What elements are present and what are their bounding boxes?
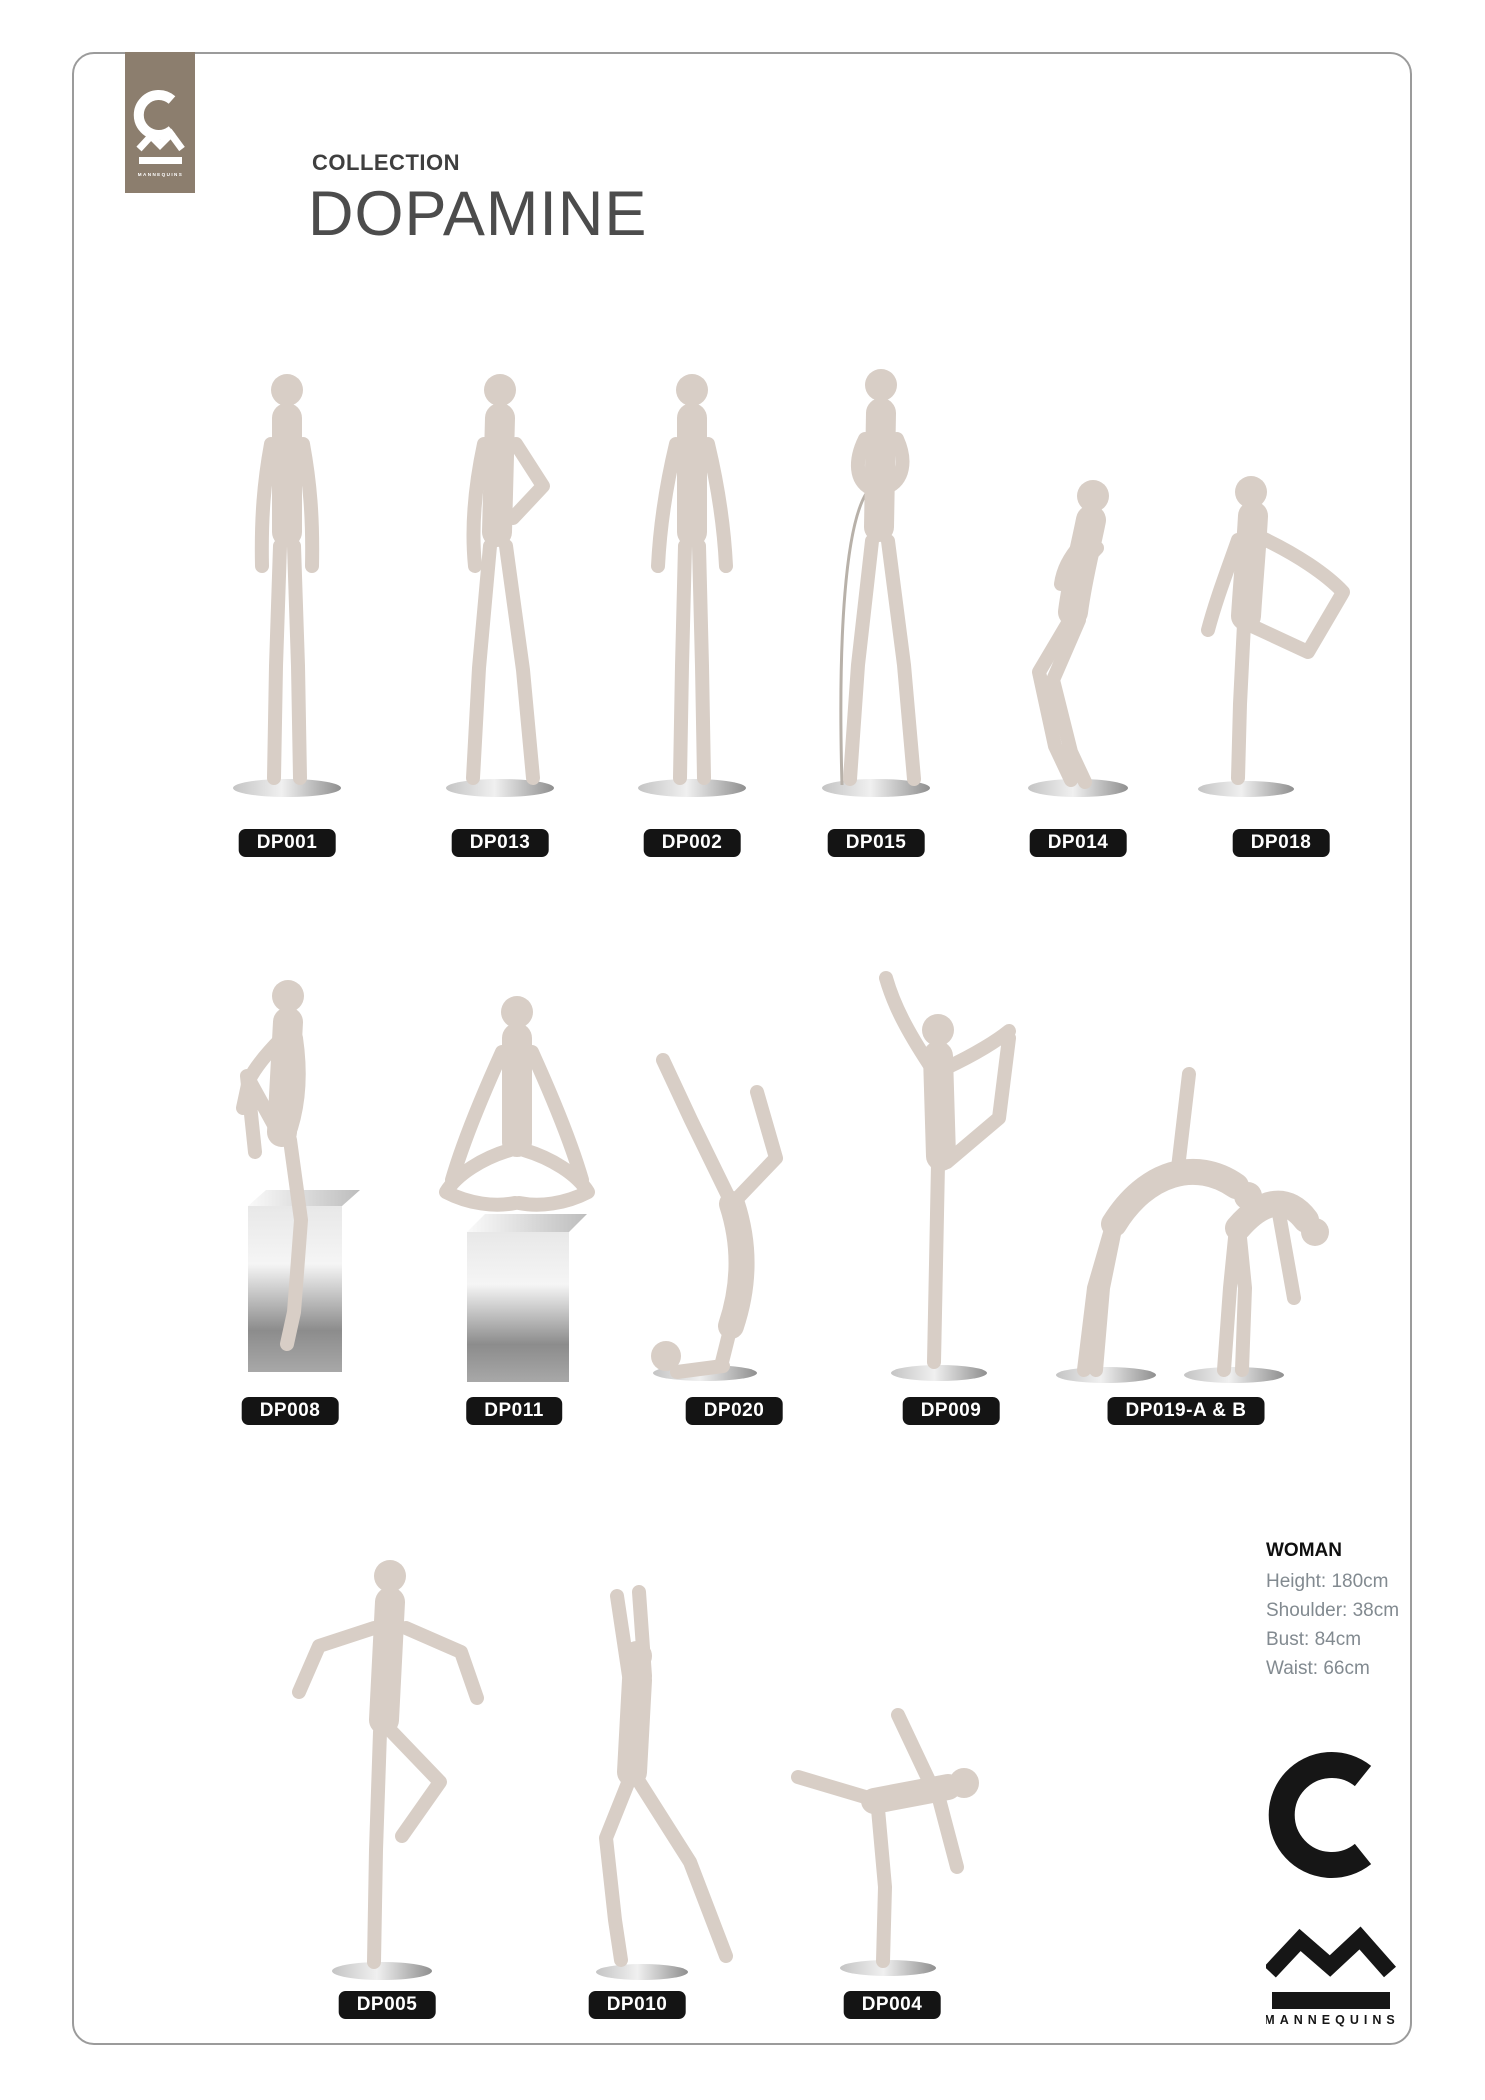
mannequin-figure-dp008-seated-on-cube (190, 920, 390, 1385)
mirror-cube-top (467, 1214, 587, 1232)
product-code-dp020: DP020 (686, 1397, 783, 1425)
mannequin-figure-dp014-squat (983, 446, 1173, 801)
logo-wordmark: MANNEQUINS (1266, 2013, 1398, 2027)
brand-banner (125, 52, 195, 193)
logo-bar (139, 157, 182, 164)
logo-c-glyph (139, 95, 172, 135)
cm-logo-large (1266, 1740, 1398, 2035)
round-mirror-base (1056, 1367, 1156, 1383)
product-code-dp009: DP009 (903, 1397, 1000, 1425)
product-code-dp004: DP004 (844, 1991, 941, 2019)
product-code-dp002: DP002 (644, 829, 741, 857)
mannequin-figure-dp001-standing (202, 350, 372, 800)
spec-height: Height: 180cm (1266, 1571, 1389, 1592)
product-code-dp019-a-b: DP019-A & B (1108, 1397, 1265, 1425)
page-title: DOPAMINE (308, 179, 648, 249)
round-mirror-base (1184, 1367, 1284, 1383)
mannequin-figure-dp018-leg-stretch (1156, 442, 1406, 802)
round-mirror-base (638, 779, 746, 797)
product-code-dp010: DP010 (589, 1991, 686, 2019)
product-code-dp014: DP014 (1030, 829, 1127, 857)
mannequin-figure-dp019-pair-bending (1026, 1036, 1346, 1386)
spec-bust: Bust: 84cm (1266, 1629, 1362, 1650)
mannequin-figure-dp010-lunge-arms-up (522, 1564, 752, 1984)
round-mirror-base (891, 1365, 987, 1381)
logo-wordmark: MANNEQUINS (137, 172, 184, 177)
round-mirror-base (233, 779, 341, 797)
product-code-dp001: DP001 (239, 829, 336, 857)
collection-label: COLLECTION (312, 150, 460, 175)
round-mirror-base (596, 1964, 688, 1980)
logo-m-zigzag (1270, 1938, 1390, 1972)
cm-logo-small (125, 52, 195, 193)
spec-waist: Waist: 66cm (1266, 1658, 1370, 1679)
product-code-dp011: DP011 (466, 1397, 562, 1425)
mirror-cube (467, 1232, 569, 1382)
product-code-dp013: DP013 (452, 829, 549, 857)
specs-block (1266, 1540, 1399, 1687)
mannequin-figure-dp005-standing-knee-raised (262, 1534, 512, 1984)
mannequin-figure-dp002-standing (602, 350, 782, 800)
logo-c-glyph (1282, 1765, 1363, 1865)
mannequin-figure-dp020-handstand (619, 996, 849, 1386)
logo-bar (1272, 1992, 1390, 2009)
round-mirror-base (332, 1962, 432, 1980)
mannequin-figure-dp015-jump-rope (776, 345, 976, 800)
spec-shoulder: Shoulder: 38cm (1266, 1600, 1400, 1621)
product-code-dp005: DP005 (339, 1991, 436, 2019)
mannequin-figure-dp011-lotus-on-cube (399, 930, 629, 1385)
mannequin-figure-dp004-leaning-balance (742, 1659, 1042, 1984)
catalog-page (72, 52, 1412, 2045)
mannequin-figure-dp013-hand-on-hip (400, 350, 600, 800)
round-mirror-base (1198, 781, 1294, 797)
product-code-dp008: DP008 (242, 1397, 339, 1425)
product-code-dp015: DP015 (828, 829, 925, 857)
product-code-dp018: DP018 (1233, 829, 1330, 857)
specs-title: WOMAN (1266, 1540, 1342, 1561)
